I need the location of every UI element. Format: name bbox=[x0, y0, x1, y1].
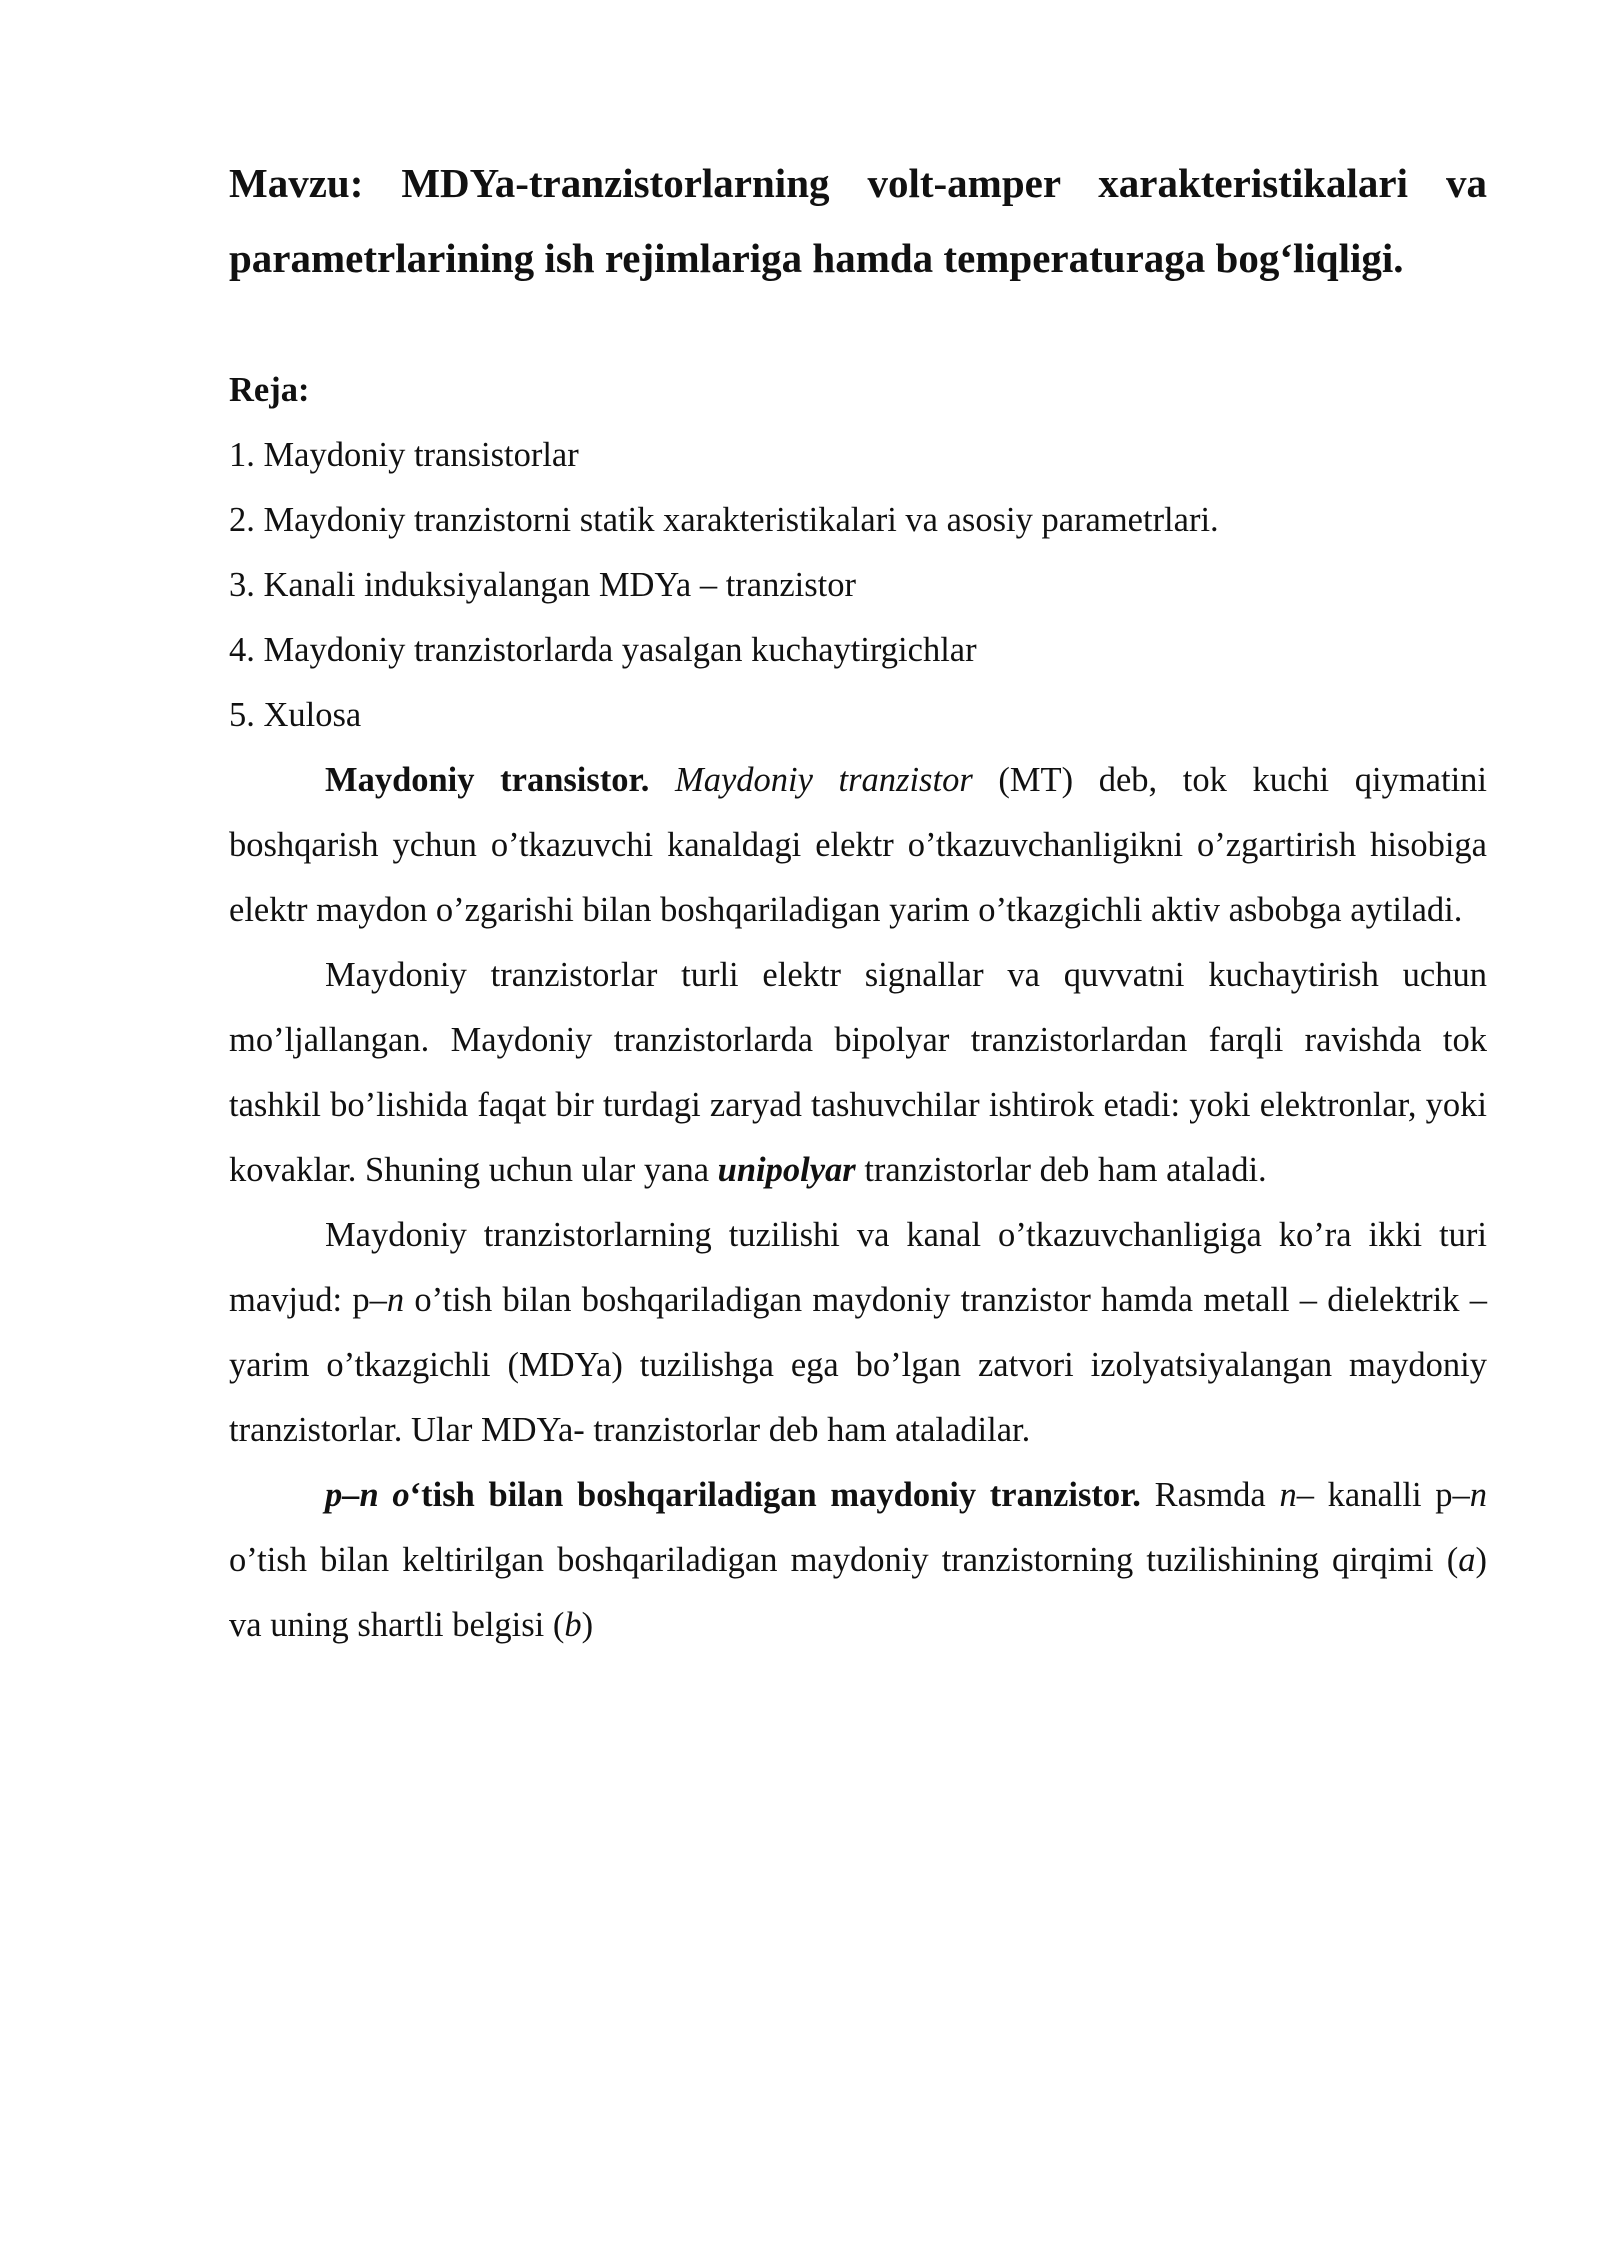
document-body bbox=[229, 358, 1487, 1658]
paragraph-purpose bbox=[229, 943, 1487, 1203]
paragraph-text: Maydoniy tranzistorlarning tuzilishi va kanal o’tkazuvchanligiga ko’ra ikki turi mavjud: p– bbox=[229, 1216, 1487, 1319]
paragraph-text: Rasmda bbox=[1140, 1476, 1280, 1514]
paragraph-definition bbox=[229, 748, 1487, 943]
symbol-n: n bbox=[1469, 1476, 1487, 1514]
plan-item: 3. Kanali induksiyalangan MDYa – tranzistor bbox=[229, 566, 856, 604]
section-lead: ‘tish bilan boshqariladigan maydoniy tranzistor. bbox=[409, 1476, 1141, 1514]
plan-heading: Reja: bbox=[229, 371, 310, 409]
paragraph-types bbox=[229, 1203, 1487, 1463]
plan-item: 1. Maydoniy transistorlar bbox=[229, 436, 579, 474]
paragraph-text: (MT) deb, tok kuchi qiymatini boshqarish ychun o’tkazuvchi kanaldagi elektr o’tkazuvchanligikni o’zgartirish hisobiga elektr maydon o’zgarishi bilan boshqariladigan yarim o’tkazgichli aktiv asbobga aytiladi. bbox=[229, 761, 1487, 929]
section-lead: Maydoniy transistor. bbox=[325, 761, 650, 799]
figure-ref-b: b bbox=[564, 1606, 582, 1644]
section-lead-italic: p–n o bbox=[325, 1476, 410, 1514]
symbol-n: n bbox=[1279, 1476, 1297, 1514]
plan-item: 2. Maydoniy tranzistorni statik xarakteristikalari va asosiy parametrlari. bbox=[229, 501, 1219, 539]
plan-item: 4. Maydoniy tranzistorlarda yasalgan kuchaytirgichlar bbox=[229, 631, 977, 669]
paragraph-pn-transistor bbox=[229, 1463, 1487, 1658]
figure-ref-a: a bbox=[1458, 1541, 1476, 1579]
paragraph-text: o’tish bilan keltirilgan boshqariladigan maydoniy tranzistorning tuzilishining qirqimi ( bbox=[229, 1541, 1459, 1579]
plan-item: 5. Xulosa bbox=[229, 696, 362, 734]
document-title: Mavzu: MDYa-tranzistorlarning volt-amper xarakteristikalari va parametrlarining ish rejimlariga hamda temperaturaga bog‘liqligi. bbox=[229, 160, 1487, 281]
term-emphasis: unipolyar bbox=[717, 1151, 856, 1189]
paragraph-text: – kanalli p– bbox=[1296, 1476, 1470, 1514]
paragraph-text: ) bbox=[581, 1606, 594, 1644]
paragraph-text: tranzistorlar deb ham ataladi. bbox=[855, 1151, 1267, 1189]
paragraph-text: o’tish bilan boshqariladigan maydoniy tranzistor hamda metall – dielektrik – yarim o’tkazgichli (MDYa) tuzilishga ega bo’lgan zatvori izolyatsiyalangan maydoniy tranzistorlar. Ular MDYa- tranzistorlar deb ham ataladilar. bbox=[229, 1281, 1487, 1449]
paragraph-text: Maydoniy tranzistorlar turli elektr signallar va quvvatni kuchaytirish uchun mo’ljallangan. Maydoniy tranzistorlarda bipolyar tranzistorlardan farqli ravishda tok tashkil bo’lishida faqat bir turdagi zaryad tashuvchilar ishtirok etadi: yoki elektronlar, yoki kovaklar. Shuning uchun ular yana bbox=[229, 956, 1487, 1189]
term-italic: Maydoniy tranzistor bbox=[674, 761, 973, 799]
symbol-n: n bbox=[386, 1281, 405, 1319]
paragraph-text: ) va uning shartli belgisi ( bbox=[229, 1541, 1487, 1644]
